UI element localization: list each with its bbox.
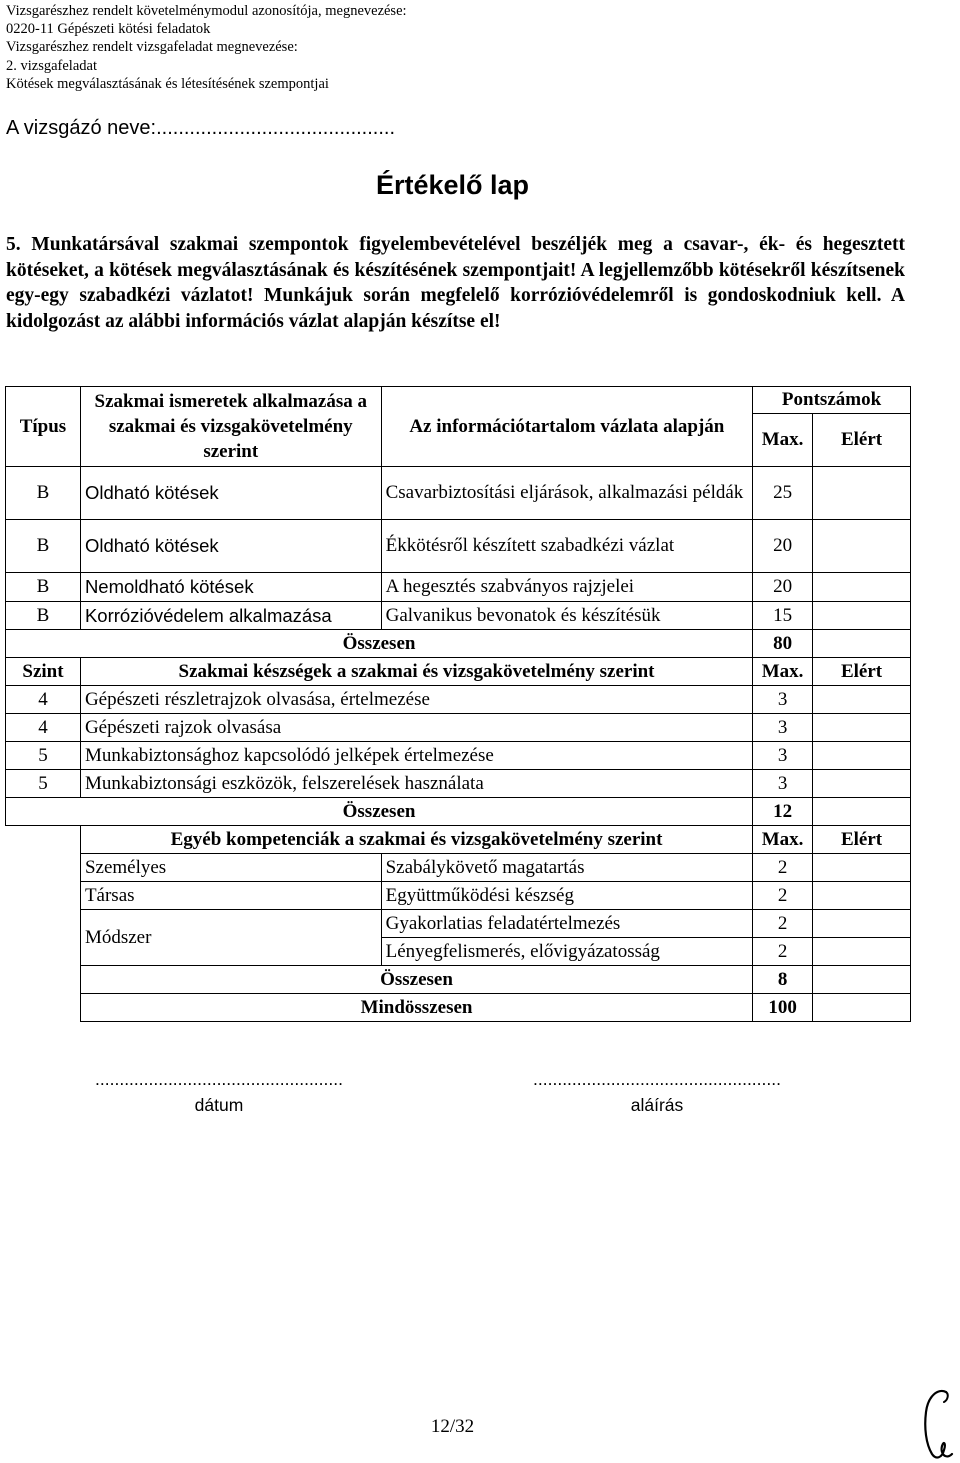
header-achieved: Elért	[813, 414, 911, 467]
section-header-row	[6, 826, 911, 854]
signature-line[interactable]: ...................................................	[533, 1069, 781, 1089]
section-header-row	[6, 658, 911, 686]
cell-competence: Szabálykövető magatartás	[381, 854, 753, 882]
cell-max: 25	[753, 467, 813, 520]
header-line: 0220-11 Gépészeti kötési feladatok	[6, 21, 211, 38]
empty-margin-cell	[6, 826, 81, 854]
cell-achieved[interactable]	[813, 520, 911, 573]
total-row	[6, 798, 911, 826]
cell-skill: Munkabiztonsági eszközök, felszerelések használata	[80, 770, 752, 798]
cell-knowledge: Oldható kötések	[80, 520, 381, 573]
date-block	[88, 1066, 350, 1118]
cell-competence: Együttműködési készség	[381, 882, 753, 910]
cell-skill: Gépészeti rajzok olvasása	[80, 714, 752, 742]
header-max: Max.	[753, 414, 813, 467]
cell-max: 2	[753, 854, 813, 882]
cell-achieved[interactable]	[813, 938, 911, 966]
date-line[interactable]: ...................................................	[95, 1069, 343, 1089]
table-row	[6, 467, 911, 520]
cell-outline: Ékkötésről készített szabadkézi vázlat	[381, 520, 753, 573]
table-row	[6, 770, 911, 798]
total-label: Összesen	[6, 630, 753, 658]
header-points: Pontszámok	[753, 387, 911, 414]
cell-type: B	[6, 467, 81, 520]
signature-block	[526, 1066, 788, 1118]
signature-label: aláírás	[630, 1095, 684, 1115]
cell-max: 3	[753, 770, 813, 798]
cell-category: Társas	[80, 882, 381, 910]
cell-category: Személyes	[80, 854, 381, 882]
total-row	[6, 966, 911, 994]
cell-type: B	[6, 573, 81, 602]
date-label: dátum	[194, 1095, 244, 1115]
header-outline: Az információtartalom vázlata alapján	[381, 387, 753, 467]
cell-max: 20	[753, 573, 813, 602]
cell-skill: Munkabiztonsághoz kapcsolódó jelképek értelmezése	[80, 742, 752, 770]
cell-competence: Lényegfelismerés, elővigyázatosság	[381, 938, 753, 966]
task-description: 5. Munkatársával szakmai szempontok figyelembevételével beszéljék meg a csavar-, ék- és hegesztett kötéseket, a kötések megválasztásának és készítésének szempontjait! A legjellemzőbb kötésekről készítsenek egy-egy szabadkézi vázlatot! Munkájuk során megfelelő korrózióvédelemről is gondoskodniuk kell. A kidolgozást az alábbi információs vázlat alapján készítse el!	[6, 234, 905, 332]
cell-knowledge: Korrózióvédelem alkalmazása	[80, 602, 381, 630]
page-title: Értékelő lap	[375, 170, 530, 200]
table-row	[6, 882, 911, 910]
empty-margin-cell	[6, 994, 81, 1022]
cell-level: 4	[6, 714, 81, 742]
cell-competence: Gyakorlatias feladatértelmezés	[381, 910, 753, 938]
cell-achieved[interactable]	[813, 714, 911, 742]
evaluation-table	[5, 386, 911, 1022]
header-skills: Szakmai készségek a szakmai és vizsgakövetelmény szerint	[80, 658, 752, 686]
cell-max: 15	[753, 602, 813, 630]
table-row	[6, 602, 911, 630]
cell-achieved[interactable]	[813, 686, 911, 714]
cell-knowledge: Oldható kötések	[80, 467, 381, 520]
grand-total-label: Mindösszesen	[80, 994, 752, 1022]
cell-achieved[interactable]	[813, 854, 911, 882]
cell-achieved[interactable]	[813, 467, 911, 520]
grand-total-achieved[interactable]	[813, 994, 911, 1022]
total-max: 12	[753, 798, 813, 826]
cell-level: 5	[6, 770, 81, 798]
cell-outline: A hegesztés szabványos rajzjelei	[381, 573, 753, 602]
table-row	[6, 742, 911, 770]
header-type: Típus	[6, 387, 81, 467]
header-other: Egyéb kompetenciák a szakmai és vizsgakövetelmény szerint	[80, 826, 752, 854]
page-number: 12/32	[430, 1416, 475, 1437]
cell-achieved[interactable]	[813, 742, 911, 770]
cell-skill: Gépészeti részletrajzok olvasása, értelmezése	[80, 686, 752, 714]
cell-max: 2	[753, 910, 813, 938]
cell-max: 20	[753, 520, 813, 573]
header-max: Max.	[753, 826, 813, 854]
table-row	[6, 686, 911, 714]
cell-achieved[interactable]	[813, 910, 911, 938]
header-line: Vizsgarészhez rendelt követelménymodul azonosítója, megnevezése:	[6, 3, 407, 19]
table-row	[6, 854, 911, 882]
cell-max: 3	[753, 714, 813, 742]
cell-type: B	[6, 602, 81, 630]
header-level: Szint	[6, 658, 81, 686]
cell-knowledge: Nemoldható kötések	[80, 573, 381, 602]
header-line: 2. vizsgafeladat	[6, 57, 97, 74]
empty-margin-cell	[6, 882, 81, 910]
cell-category: Módszer	[80, 910, 381, 966]
grand-total-row	[6, 994, 911, 1022]
cell-achieved[interactable]	[813, 573, 911, 602]
cell-max: 2	[753, 938, 813, 966]
total-max: 80	[753, 630, 813, 658]
empty-margin-cell	[6, 910, 81, 938]
empty-margin-cell	[6, 854, 81, 882]
cell-type: B	[6, 520, 81, 573]
document-header	[6, 2, 407, 93]
table-row	[6, 714, 911, 742]
total-achieved[interactable]	[813, 966, 911, 994]
header-max: Max.	[753, 658, 813, 686]
header-achieved: Elért	[813, 826, 911, 854]
cell-achieved[interactable]	[813, 882, 911, 910]
total-achieved[interactable]	[813, 630, 911, 658]
cell-max: 3	[753, 686, 813, 714]
total-label: Összesen	[80, 966, 752, 994]
handwritten-signature-icon	[916, 1384, 956, 1462]
cell-achieved[interactable]	[813, 770, 911, 798]
table-row	[6, 910, 911, 938]
total-max: 8	[753, 966, 813, 994]
examinee-name-field: A vizsgázó neve:...........................................	[6, 117, 396, 139]
header-knowledge: Szakmai ismeretek alkalmazása a szakmai és vizsgakövetelmény szerint	[80, 387, 381, 467]
header-line: Kötések megválasztásának és létesítésének szempontjai	[6, 75, 329, 92]
total-row	[6, 630, 911, 658]
cell-level: 5	[6, 742, 81, 770]
total-achieved[interactable]	[813, 798, 911, 826]
cell-max: 3	[753, 742, 813, 770]
table-header-row	[6, 387, 911, 414]
table-row	[6, 520, 911, 573]
empty-margin-cell	[6, 938, 81, 966]
header-line: Vizsgarészhez rendelt vizsgafeladat megnevezése:	[6, 39, 298, 56]
table-row	[6, 573, 911, 602]
total-label: Összesen	[6, 798, 753, 826]
empty-margin-cell	[6, 966, 81, 994]
header-achieved: Elért	[813, 658, 911, 686]
grand-total-max: 100	[753, 994, 813, 1022]
cell-outline: Galvanikus bevonatok és készítésük	[381, 602, 753, 630]
cell-outline: Csavarbiztosítási eljárások, alkalmazási példák	[381, 467, 753, 520]
cell-achieved[interactable]	[813, 602, 911, 630]
cell-level: 4	[6, 686, 81, 714]
cell-max: 2	[753, 882, 813, 910]
